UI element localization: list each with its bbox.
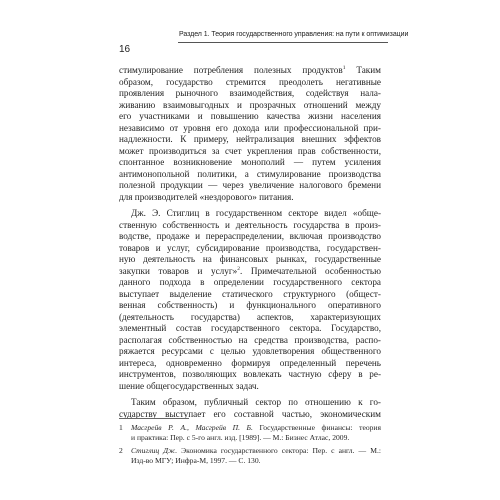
footnote-rule bbox=[119, 418, 189, 419]
text-line: водстве, продаже и перераспределении, включая производство bbox=[119, 231, 381, 241]
header-rule bbox=[178, 42, 388, 43]
text-line: ную деятельность на финансовых рынках, государственные bbox=[119, 254, 381, 264]
text-line: спонтанное возникновение монополий — путем усиления bbox=[119, 157, 381, 167]
text-line: венная собственность) и функционального оперативного bbox=[119, 300, 381, 310]
text-line: может производиться за счет укрепления прав собственности, bbox=[119, 145, 381, 156]
text-line: образом, государство стремится преодолеть негативные bbox=[119, 76, 381, 87]
footnote-ref: 1 bbox=[342, 64, 346, 71]
body-text bbox=[119, 65, 381, 420]
text-line: его участниками и повышению качества жизни населения bbox=[119, 111, 381, 121]
text-line: Дж. Э. Стиглиц в государственном секторе видел «обще- bbox=[131, 208, 381, 218]
text-line: (деятельность государства) аспектов, характеризующих bbox=[119, 311, 381, 322]
text-line: антимонопольной политики, а стимулирование производства bbox=[119, 168, 381, 179]
footnote-number: 1 bbox=[119, 423, 123, 432]
text-line: закупки товаров и услуг»$^2$. Примечательной особенностью bbox=[119, 265, 381, 276]
text-line: надлежности. К примеру, нейтрализация внешних эффектов bbox=[119, 134, 381, 144]
footnote-author: Масгрейв Р. А., Масгрейв П. Б. bbox=[131, 423, 253, 432]
text-line: располагая собственностью на средства производства, распо- bbox=[119, 334, 381, 345]
text-line: живанию взаимовыгодных и прозрачных отношений между bbox=[119, 99, 381, 110]
footnote-author: Стиглиц Дж. bbox=[131, 446, 178, 455]
text-line: шение общегосударственных задач. bbox=[119, 380, 259, 391]
text-line: ственную собственность и деятельность государства в произ- bbox=[119, 219, 381, 230]
text-line: проявления рыночного взаимодействия, содействуя нала- bbox=[119, 88, 381, 98]
text-line: полезной продукции — через увеличение налогового бремени bbox=[119, 180, 381, 190]
text-line: сударству выступает его составной частью, экономическим bbox=[119, 408, 381, 419]
text-line: данного подхода в определении государственного сектора bbox=[119, 277, 381, 287]
text-line: интереса, одновременно формируя определенный перечень bbox=[119, 357, 381, 368]
text-line: ряжается ресурсами с целью удовлетворения общественного bbox=[119, 346, 381, 356]
footnote-continuation: Изд-во МГУ; Инфра-М, 1997. — С. 130. bbox=[131, 456, 261, 465]
footnote-ref: 2 bbox=[237, 265, 240, 272]
footnotes bbox=[119, 423, 381, 466]
text-line: независимо от уровня его дохода или профессиональной при- bbox=[119, 122, 381, 133]
text-line: для производителей «нездорового» питания. bbox=[119, 191, 294, 202]
page-number: 16 bbox=[119, 44, 131, 55]
footnote-continuation: и практика: Пер. с 5-го англ. изд. [1989]. — М.: Бизнес Атлас, 2009. bbox=[131, 433, 350, 442]
text-line: элементный состав государственного сектора. Государство, bbox=[119, 323, 381, 333]
text-line: инструментов, позволяющих вовлекать частную сферу в ре- bbox=[119, 369, 381, 379]
footnote-number: 2 bbox=[119, 446, 123, 455]
footnote: 1 Масгрейв Р. А., Масгрейв П. Б. Государственные финансы: теория bbox=[119, 423, 381, 432]
footnote: 2 Стиглиц Дж. Экономика государственного сектора: Пер. с англ. — М.: bbox=[119, 446, 381, 455]
text-line: Таким образом, публичный сектор по отношению к го- bbox=[131, 397, 381, 407]
text-line: выступает выделение статического структурного (общест- bbox=[119, 288, 381, 299]
text-line: товаров и услуг, субсидирование производства, государствен- bbox=[119, 242, 381, 253]
running-head: Раздел 1. Теория государственного управления: на пути к оптимизации bbox=[179, 31, 409, 38]
text-line: стимулирование потребления полезных продуктов$^1$ Таким bbox=[119, 64, 381, 75]
